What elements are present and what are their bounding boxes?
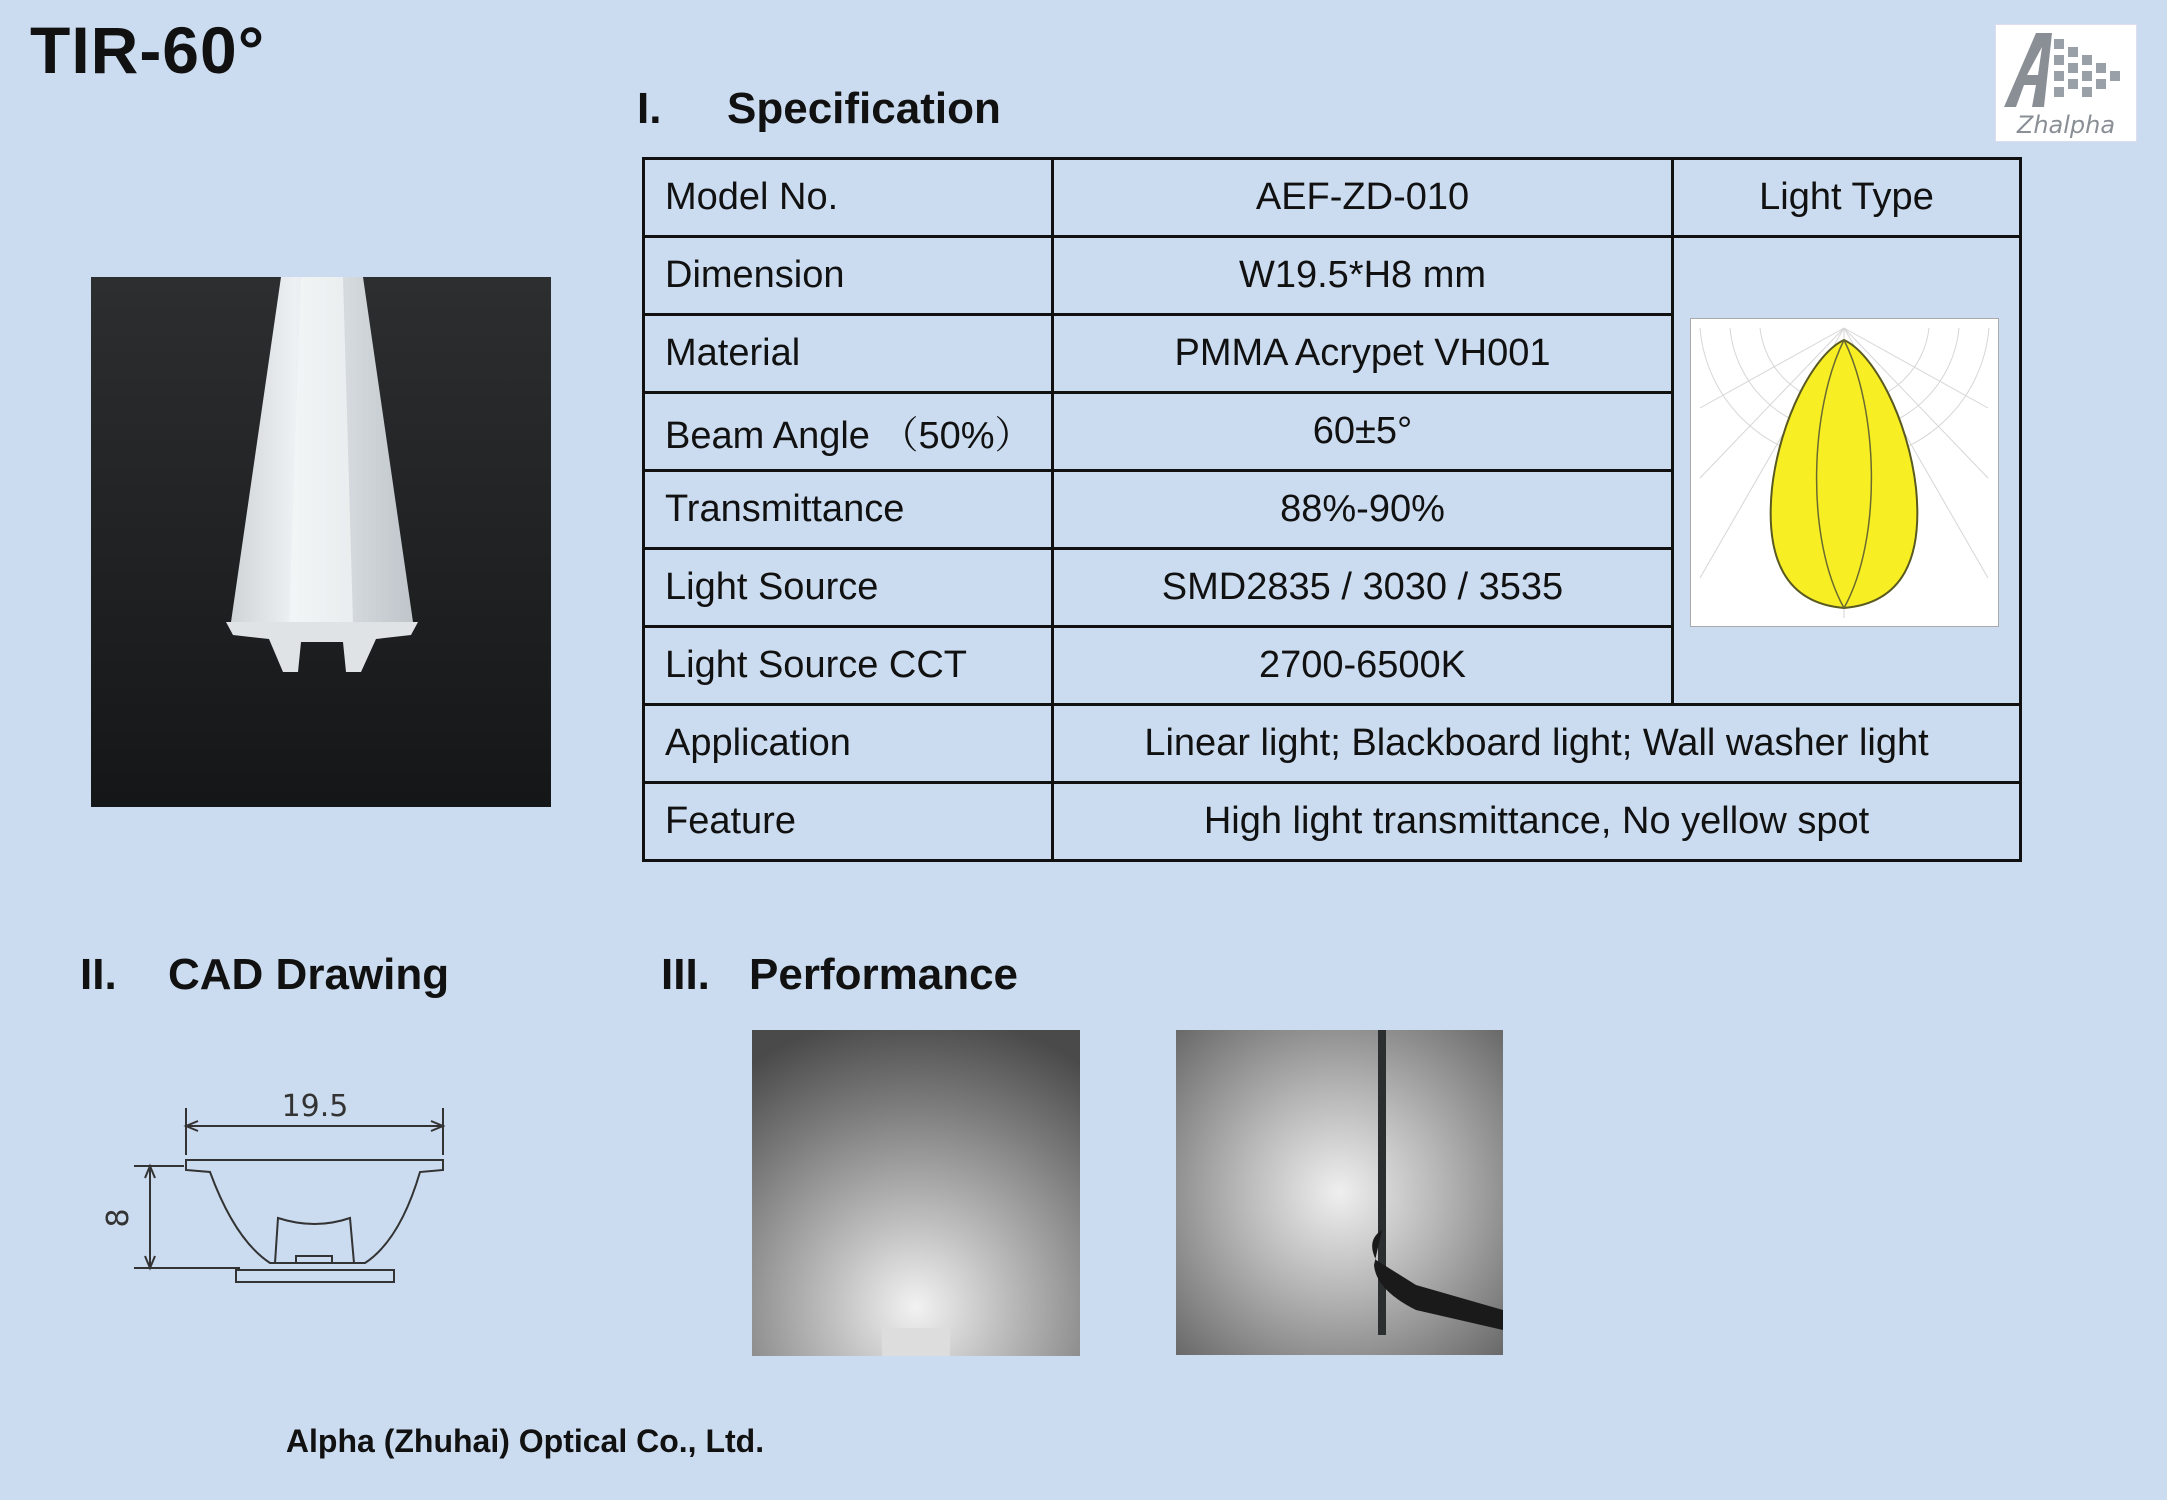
- section-cad-heading: [80, 950, 449, 1000]
- cad-width-label: 19.5: [281, 1089, 349, 1124]
- row-label: Feature: [644, 783, 1053, 861]
- row-label: Light Source: [644, 549, 1053, 627]
- row-label: Dimension: [644, 237, 1053, 315]
- row-label: Beam Angle （50%）: [644, 393, 1053, 471]
- section-label: Specification: [727, 84, 1001, 133]
- table-row: [644, 783, 2021, 861]
- row-value: 88%-90%: [1053, 471, 1673, 549]
- row-value: SMD2835 / 3030 / 3535: [1053, 549, 1673, 627]
- row-value: PMMA Acrypet VH001: [1053, 315, 1673, 393]
- company-logo: [1995, 24, 2137, 142]
- row-label: Transmittance: [644, 471, 1053, 549]
- row-value: Linear light; Blackboard light; Wall washer light: [1053, 705, 2021, 783]
- section-number: II.: [80, 950, 117, 999]
- row-value: 60±5°: [1053, 393, 1673, 471]
- section-label: CAD Drawing: [168, 950, 450, 999]
- table-row: [644, 237, 2021, 315]
- section-number: I.: [637, 84, 662, 133]
- section-number: III.: [661, 950, 710, 999]
- row-value: High light transmittance, No yellow spot: [1053, 783, 2021, 861]
- section-label: Performance: [749, 950, 1019, 999]
- cad-drawing: [101, 1080, 460, 1300]
- row-value: AEF-ZD-010: [1053, 159, 1673, 237]
- row-value: 2700-6500K: [1053, 627, 1673, 705]
- polar-light-distribution-diagram: [1690, 318, 1999, 627]
- table-row: [644, 159, 2021, 237]
- page-title: TIR-60°: [30, 13, 266, 87]
- performance-photo-beam: [752, 1030, 1080, 1356]
- row-value: W19.5*H8 mm: [1053, 237, 1673, 315]
- company-name-footer: Alpha (Zhuhai) Optical Co., Ltd.: [285, 1423, 765, 1459]
- svg-text:Zhalpha: Zhalpha: [2016, 111, 2116, 139]
- section-performance-heading: [661, 950, 1018, 1000]
- row-label: Material: [644, 315, 1053, 393]
- row-label: Application: [644, 705, 1053, 783]
- cad-height-label: 8: [101, 1208, 136, 1228]
- section-specification-heading: [637, 84, 1001, 134]
- row-label: Model No.: [644, 159, 1053, 237]
- light-distribution-cell: [1673, 237, 2021, 705]
- performance-photo-wall: [1176, 1030, 1503, 1355]
- specification-table: [642, 157, 2022, 862]
- light-type-header: Light Type: [1673, 159, 2021, 237]
- row-label: Light Source CCT: [644, 627, 1053, 705]
- table-row: [644, 705, 2021, 783]
- product-photo: [91, 277, 551, 807]
